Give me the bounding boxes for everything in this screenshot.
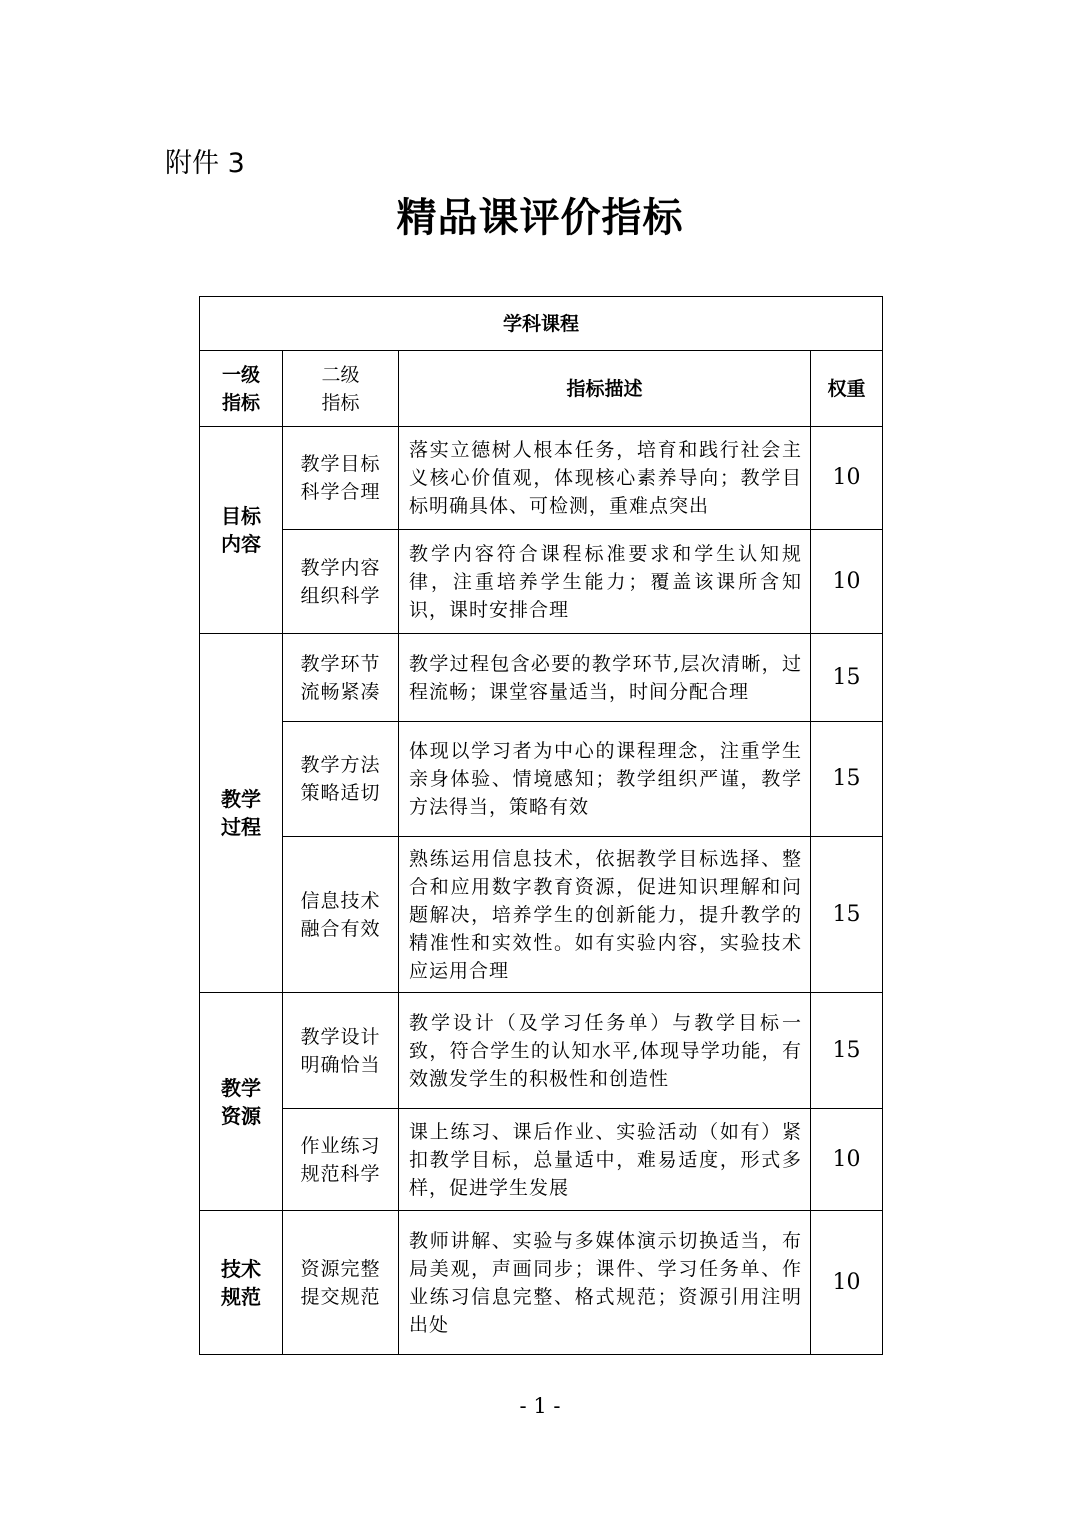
document-title: 精品课评价指标 (396, 195, 684, 241)
table-row (200, 530, 883, 634)
evaluation-table (199, 296, 883, 1355)
weight-cell: 10 (811, 1109, 883, 1211)
description-cell: 体现以学习者为中心的课程理念，注重学生亲身体验、情境感知；教学组织严谨，教学方法得当，策略有效 (399, 722, 811, 837)
weight-cell: 10 (811, 530, 883, 634)
page-number: - 1 - (519, 1394, 561, 1418)
table-row (200, 1109, 883, 1211)
table-section-header-row (200, 297, 883, 351)
header-level2: 二级 指标 (283, 351, 399, 427)
header-level1: 一级 指标 (200, 351, 283, 427)
weight-cell: 15 (811, 993, 883, 1109)
level2-cell: 信息技术 融合有效 (283, 837, 399, 993)
header-weight: 权重 (811, 351, 883, 427)
attachment-label: 附件 3 (165, 148, 245, 179)
level1-cell: 目标 内容 (200, 427, 283, 634)
level2-cell: 教学方法 策略适切 (283, 722, 399, 837)
weight-cell: 10 (811, 1211, 883, 1355)
description-cell: 熟练运用信息技术，依据教学目标选择、整合和应用数字教育资源，促进知识理解和问题解决，培养学生的创新能力，提升教学的精准性和实效性。如有实验内容，实验技术应运用合理 (399, 837, 811, 993)
level1-cell: 技术 规范 (200, 1211, 283, 1355)
level2-cell: 教学目标 科学合理 (283, 427, 399, 530)
table-row (200, 427, 883, 530)
table-row (200, 1211, 883, 1355)
weight-cell: 15 (811, 634, 883, 722)
level2-cell: 作业练习 规范科学 (283, 1109, 399, 1211)
table-header-row (200, 351, 883, 427)
table-row (200, 634, 883, 722)
description-cell: 课上练习、课后作业、实验活动（如有）紧扣教学目标，总量适中，难易适度，形式多样，促进学生发展 (399, 1109, 811, 1211)
table-row (200, 722, 883, 837)
level2-cell: 资源完整 提交规范 (283, 1211, 399, 1355)
level2-cell: 教学设计 明确恰当 (283, 993, 399, 1109)
description-cell: 教学内容符合课程标准要求和学生认知规律，注重培养学生能力；覆盖该课所含知识，课时安排合理 (399, 530, 811, 634)
weight-cell: 10 (811, 427, 883, 530)
description-cell: 教师讲解、实验与多媒体演示切换适当，布局美观，声画同步；课件、学习任务单、作业练习信息完整、格式规范；资源引用注明出处 (399, 1211, 811, 1355)
weight-cell: 15 (811, 837, 883, 993)
table-row (200, 837, 883, 993)
level1-cell: 教学 过程 (200, 634, 283, 993)
level1-cell: 教学 资源 (200, 993, 283, 1211)
description-cell: 教学过程包含必要的教学环节,层次清晰，过程流畅；课堂容量适当，时间分配合理 (399, 634, 811, 722)
level2-cell: 教学内容 组织科学 (283, 530, 399, 634)
header-description: 指标描述 (399, 351, 811, 427)
section-header: 学科课程 (200, 297, 883, 351)
description-cell: 教学设计（及学习任务单）与教学目标一致，符合学生的认知水平,体现导学功能，有效激发学生的积极性和创造性 (399, 993, 811, 1109)
description-cell: 落实立德树人根本任务，培育和践行社会主义核心价值观，体现核心素养导向；教学目标明确具体、可检测，重难点突出 (399, 427, 811, 530)
level2-cell: 教学环节 流畅紧凑 (283, 634, 399, 722)
weight-cell: 15 (811, 722, 883, 837)
table-row (200, 993, 883, 1109)
